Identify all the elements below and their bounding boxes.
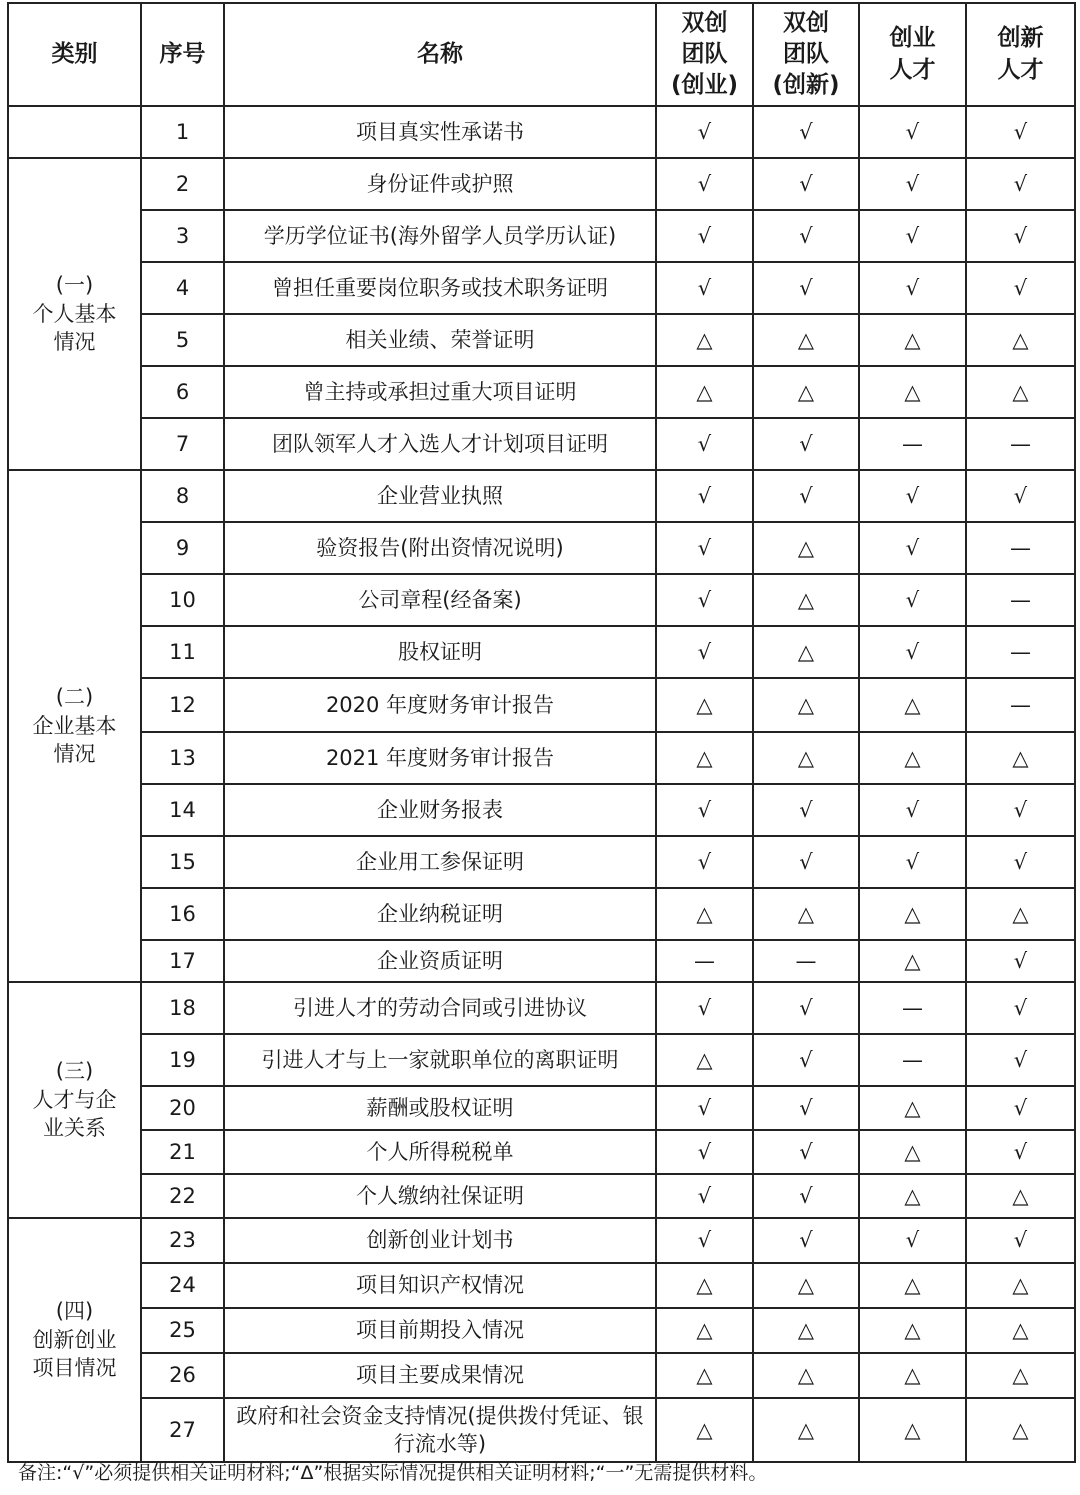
table-row bbox=[8, 314, 1075, 366]
row-name: 政府和社会资金支持情况(提供拨付凭证、银行流水等) bbox=[224, 1398, 656, 1462]
mark-team-innovation: △ bbox=[753, 888, 859, 940]
mark-team-innovation: √ bbox=[753, 1034, 859, 1086]
mark-startup-talent: √ bbox=[859, 522, 966, 574]
mark-team-innovation: △ bbox=[753, 366, 859, 418]
category-line: 个人基本 bbox=[32, 301, 117, 326]
mark-team-innovation: △ bbox=[753, 732, 859, 784]
row-number: 15 bbox=[141, 836, 224, 888]
mark-innovation-talent: √ bbox=[966, 1034, 1075, 1086]
header-line: (创业) bbox=[670, 72, 739, 99]
header-line: 双创 bbox=[681, 9, 728, 36]
mark-team-innovation: √ bbox=[753, 1218, 859, 1263]
mark-startup-talent: √ bbox=[859, 158, 966, 210]
mark-innovation-talent: △ bbox=[966, 366, 1075, 418]
mark-team-innovation: △ bbox=[753, 678, 859, 732]
table-row bbox=[8, 418, 1075, 470]
header-team-startup bbox=[656, 3, 753, 106]
header-line: (创新) bbox=[772, 72, 840, 99]
mark-startup-talent: √ bbox=[859, 470, 966, 522]
table-row bbox=[8, 262, 1075, 314]
mark-innovation-talent: △ bbox=[966, 1174, 1075, 1218]
header-team-innovation bbox=[753, 3, 859, 106]
mark-team-innovation: △ bbox=[753, 626, 859, 678]
table-row bbox=[8, 522, 1075, 574]
category-line: 情况 bbox=[53, 742, 96, 767]
table-row bbox=[8, 1398, 1075, 1462]
mark-team-startup: △ bbox=[656, 732, 753, 784]
row-number: 10 bbox=[141, 574, 224, 626]
category-line: (四) bbox=[55, 1299, 94, 1324]
mark-startup-talent: △ bbox=[859, 1308, 966, 1353]
mark-innovation-talent: — bbox=[966, 626, 1075, 678]
mark-team-startup: △ bbox=[656, 888, 753, 940]
mark-team-startup: √ bbox=[656, 262, 753, 314]
mark-startup-talent: √ bbox=[859, 106, 966, 158]
row-number: 19 bbox=[141, 1034, 224, 1086]
row-number: 8 bbox=[141, 470, 224, 522]
mark-team-innovation: △ bbox=[753, 1353, 859, 1398]
row-name: 企业纳税证明 bbox=[224, 888, 656, 940]
mark-innovation-talent: — bbox=[966, 678, 1075, 732]
mark-team-innovation: √ bbox=[753, 836, 859, 888]
mark-team-innovation: △ bbox=[753, 1263, 859, 1308]
row-number: 2 bbox=[141, 158, 224, 210]
mark-team-innovation: √ bbox=[753, 784, 859, 836]
row-name: 曾主持或承担过重大项目证明 bbox=[224, 366, 656, 418]
mark-innovation-talent: — bbox=[966, 522, 1075, 574]
mark-startup-talent: √ bbox=[859, 1218, 966, 1263]
header-line: 团队 bbox=[681, 40, 728, 67]
table-row bbox=[8, 982, 1075, 1034]
row-name: 企业营业执照 bbox=[224, 470, 656, 522]
mark-team-innovation: △ bbox=[753, 574, 859, 626]
mark-innovation-talent: √ bbox=[966, 210, 1075, 262]
mark-team-startup: △ bbox=[656, 314, 753, 366]
category-line: 人才与企 bbox=[32, 1087, 117, 1112]
mark-startup-talent: △ bbox=[859, 678, 966, 732]
footnote: 备注:“√”必须提供相关证明材料;“Δ”根据实际情况提供相关证明材料;“一”无需提供材料。 bbox=[18, 1462, 768, 1484]
header-line: 双创 bbox=[783, 9, 829, 36]
row-number: 13 bbox=[141, 732, 224, 784]
table-row bbox=[8, 366, 1075, 418]
mark-innovation-talent: — bbox=[966, 418, 1075, 470]
table-row bbox=[8, 626, 1075, 678]
mark-team-innovation: √ bbox=[753, 470, 859, 522]
row-number: 17 bbox=[141, 940, 224, 982]
header-index: 序号 bbox=[141, 3, 224, 106]
table-row bbox=[8, 888, 1075, 940]
header-startup-talent bbox=[859, 3, 966, 106]
mark-startup-talent: △ bbox=[859, 1130, 966, 1174]
category-line: 创新创业 bbox=[32, 1327, 117, 1352]
row-number: 20 bbox=[141, 1086, 224, 1130]
mark-team-innovation: △ bbox=[753, 1308, 859, 1353]
mark-team-startup: √ bbox=[656, 1174, 753, 1218]
row-name: 股权证明 bbox=[224, 626, 656, 678]
mark-team-innovation: — bbox=[753, 940, 859, 982]
category-line: 企业基本 bbox=[32, 713, 117, 738]
row-name: 验资报告(附出资情况说明) bbox=[224, 522, 656, 574]
mark-team-innovation: △ bbox=[753, 522, 859, 574]
mark-team-startup: √ bbox=[656, 1218, 753, 1263]
row-number: 18 bbox=[141, 982, 224, 1034]
mark-team-startup: √ bbox=[656, 784, 753, 836]
header-category: 类别 bbox=[8, 3, 141, 106]
mark-team-startup: △ bbox=[656, 1034, 753, 1086]
table-row bbox=[8, 836, 1075, 888]
mark-team-startup: √ bbox=[656, 210, 753, 262]
header-innovation-talent bbox=[966, 3, 1075, 106]
header-line: 创业 bbox=[889, 25, 936, 52]
category-talent-enterprise bbox=[8, 982, 141, 1218]
row-number: 21 bbox=[141, 1130, 224, 1174]
category-enterprise bbox=[8, 470, 141, 982]
mark-team-innovation: √ bbox=[753, 210, 859, 262]
row-name: 相关业绩、荣誉证明 bbox=[224, 314, 656, 366]
mark-startup-talent: — bbox=[859, 418, 966, 470]
row-name: 个人所得税税单 bbox=[224, 1130, 656, 1174]
table-row bbox=[8, 1086, 1075, 1130]
header-line: 创新 bbox=[997, 25, 1044, 52]
table-row bbox=[8, 1218, 1075, 1263]
row-number: 4 bbox=[141, 262, 224, 314]
mark-startup-talent: △ bbox=[859, 1263, 966, 1308]
mark-innovation-talent: √ bbox=[966, 158, 1075, 210]
mark-team-startup: △ bbox=[656, 1263, 753, 1308]
table-row bbox=[8, 1174, 1075, 1218]
mark-team-innovation: √ bbox=[753, 262, 859, 314]
row-number: 9 bbox=[141, 522, 224, 574]
header-name: 名称 bbox=[224, 3, 656, 106]
mark-startup-talent: △ bbox=[859, 1398, 966, 1462]
row-number: 12 bbox=[141, 678, 224, 732]
mark-team-innovation: △ bbox=[753, 1398, 859, 1462]
row-number: 3 bbox=[141, 210, 224, 262]
mark-startup-talent: △ bbox=[859, 1353, 966, 1398]
mark-team-innovation: √ bbox=[753, 1086, 859, 1130]
mark-startup-talent: √ bbox=[859, 574, 966, 626]
row-name: 公司章程(经备案) bbox=[224, 574, 656, 626]
mark-startup-talent: √ bbox=[859, 836, 966, 888]
row-name: 项目前期投入情况 bbox=[224, 1308, 656, 1353]
row-name: 引进人才的劳动合同或引进协议 bbox=[224, 982, 656, 1034]
mark-team-innovation: √ bbox=[753, 982, 859, 1034]
header-line: 团队 bbox=[783, 40, 829, 67]
row-number: 22 bbox=[141, 1174, 224, 1218]
mark-innovation-talent: △ bbox=[966, 1308, 1075, 1353]
mark-team-startup: △ bbox=[656, 1308, 753, 1353]
mark-team-startup: √ bbox=[656, 1086, 753, 1130]
mark-startup-talent: △ bbox=[859, 888, 966, 940]
row-name: 身份证件或护照 bbox=[224, 158, 656, 210]
row-number: 27 bbox=[141, 1398, 224, 1462]
mark-team-innovation: √ bbox=[753, 1174, 859, 1218]
table-row bbox=[8, 1034, 1075, 1086]
mark-innovation-talent: — bbox=[966, 574, 1075, 626]
table-row bbox=[8, 106, 1075, 158]
table-row bbox=[8, 1263, 1075, 1308]
header-line: 人才 bbox=[997, 56, 1044, 83]
table-row bbox=[8, 1308, 1075, 1353]
row-name: 企业财务报表 bbox=[224, 784, 656, 836]
row-number: 7 bbox=[141, 418, 224, 470]
row-name: 项目主要成果情况 bbox=[224, 1353, 656, 1398]
mark-innovation-talent: √ bbox=[966, 1130, 1075, 1174]
table-row bbox=[8, 940, 1075, 982]
row-number: 11 bbox=[141, 626, 224, 678]
mark-team-startup: √ bbox=[656, 106, 753, 158]
mark-startup-talent: △ bbox=[859, 940, 966, 982]
mark-team-startup: √ bbox=[656, 1130, 753, 1174]
mark-team-startup: √ bbox=[656, 836, 753, 888]
category-line: (二) bbox=[55, 685, 94, 710]
category-line: 情况 bbox=[53, 330, 96, 355]
table-row bbox=[8, 784, 1075, 836]
mark-team-startup: √ bbox=[656, 574, 753, 626]
mark-innovation-talent: √ bbox=[966, 262, 1075, 314]
mark-startup-talent: — bbox=[859, 1034, 966, 1086]
mark-team-innovation: √ bbox=[753, 158, 859, 210]
mark-innovation-talent: √ bbox=[966, 836, 1075, 888]
header-line: 人才 bbox=[889, 56, 936, 83]
mark-innovation-talent: √ bbox=[966, 1218, 1075, 1263]
mark-team-startup: √ bbox=[656, 470, 753, 522]
mark-startup-talent: √ bbox=[859, 210, 966, 262]
mark-innovation-talent: △ bbox=[966, 732, 1075, 784]
row-number: 1 bbox=[141, 106, 224, 158]
category-project bbox=[8, 1218, 141, 1462]
mark-team-startup: √ bbox=[656, 626, 753, 678]
mark-startup-talent: △ bbox=[859, 1174, 966, 1218]
header-row bbox=[8, 3, 1075, 106]
table-row bbox=[8, 732, 1075, 784]
row-name: 学历学位证书(海外留学人员学历认证) bbox=[224, 210, 656, 262]
row-name: 创新创业计划书 bbox=[224, 1218, 656, 1263]
mark-startup-talent: √ bbox=[859, 262, 966, 314]
mark-innovation-talent: √ bbox=[966, 784, 1075, 836]
table-row bbox=[8, 1353, 1075, 1398]
mark-startup-talent: △ bbox=[859, 732, 966, 784]
mark-innovation-talent: √ bbox=[966, 982, 1075, 1034]
mark-team-startup: △ bbox=[656, 1398, 753, 1462]
table-row bbox=[8, 678, 1075, 732]
table-row bbox=[8, 158, 1075, 210]
materials-table bbox=[7, 2, 1076, 1463]
row-number: 26 bbox=[141, 1353, 224, 1398]
mark-team-innovation: √ bbox=[753, 1130, 859, 1174]
row-number: 23 bbox=[141, 1218, 224, 1263]
mark-team-innovation: √ bbox=[753, 418, 859, 470]
mark-team-startup: √ bbox=[656, 982, 753, 1034]
mark-team-innovation: △ bbox=[753, 314, 859, 366]
mark-innovation-talent: √ bbox=[966, 106, 1075, 158]
row-name: 2021 年度财务审计报告 bbox=[224, 732, 656, 784]
row-name: 薪酬或股权证明 bbox=[224, 1086, 656, 1130]
mark-team-startup: √ bbox=[656, 522, 753, 574]
mark-startup-talent: △ bbox=[859, 366, 966, 418]
row-name: 团队领军人才入选人才计划项目证明 bbox=[224, 418, 656, 470]
mark-team-startup: √ bbox=[656, 418, 753, 470]
mark-innovation-talent: △ bbox=[966, 1263, 1075, 1308]
row-name: 项目知识产权情况 bbox=[224, 1263, 656, 1308]
mark-startup-talent: — bbox=[859, 982, 966, 1034]
category-line: 项目情况 bbox=[32, 1356, 117, 1381]
row-number: 14 bbox=[141, 784, 224, 836]
table-row bbox=[8, 210, 1075, 262]
table-row bbox=[8, 574, 1075, 626]
mark-startup-talent: △ bbox=[859, 314, 966, 366]
mark-innovation-talent: △ bbox=[966, 314, 1075, 366]
row-name: 2020 年度财务审计报告 bbox=[224, 678, 656, 732]
mark-innovation-talent: △ bbox=[966, 1353, 1075, 1398]
row-number: 6 bbox=[141, 366, 224, 418]
mark-innovation-talent: √ bbox=[966, 1086, 1075, 1130]
table-row bbox=[8, 1130, 1075, 1174]
row-name: 企业用工参保证明 bbox=[224, 836, 656, 888]
row-number: 25 bbox=[141, 1308, 224, 1353]
mark-startup-talent: √ bbox=[859, 626, 966, 678]
mark-team-innovation: √ bbox=[753, 106, 859, 158]
mark-innovation-talent: √ bbox=[966, 940, 1075, 982]
row-name: 企业资质证明 bbox=[224, 940, 656, 982]
category-line: 业关系 bbox=[43, 1116, 106, 1141]
table-row bbox=[8, 470, 1075, 522]
row-name: 个人缴纳社保证明 bbox=[224, 1174, 656, 1218]
mark-team-startup: — bbox=[656, 940, 753, 982]
row-number: 5 bbox=[141, 314, 224, 366]
mark-team-startup: △ bbox=[656, 366, 753, 418]
row-name: 曾担任重要岗位职务或技术职务证明 bbox=[224, 262, 656, 314]
mark-innovation-talent: √ bbox=[966, 470, 1075, 522]
row-number: 16 bbox=[141, 888, 224, 940]
category-line: (一) bbox=[55, 273, 94, 298]
row-name: 引进人才与上一家就职单位的离职证明 bbox=[224, 1034, 656, 1086]
mark-team-startup: √ bbox=[656, 158, 753, 210]
row-name: 项目真实性承诺书 bbox=[224, 106, 656, 158]
mark-innovation-talent: △ bbox=[966, 888, 1075, 940]
mark-team-startup: △ bbox=[656, 1353, 753, 1398]
row-number: 24 bbox=[141, 1263, 224, 1308]
mark-startup-talent: √ bbox=[859, 784, 966, 836]
mark-team-startup: △ bbox=[656, 678, 753, 732]
mark-innovation-talent: △ bbox=[966, 1398, 1075, 1462]
category-cell-empty bbox=[8, 106, 141, 158]
mark-startup-talent: △ bbox=[859, 1086, 966, 1130]
category-line: (三) bbox=[55, 1059, 94, 1084]
category-personal bbox=[8, 158, 141, 470]
